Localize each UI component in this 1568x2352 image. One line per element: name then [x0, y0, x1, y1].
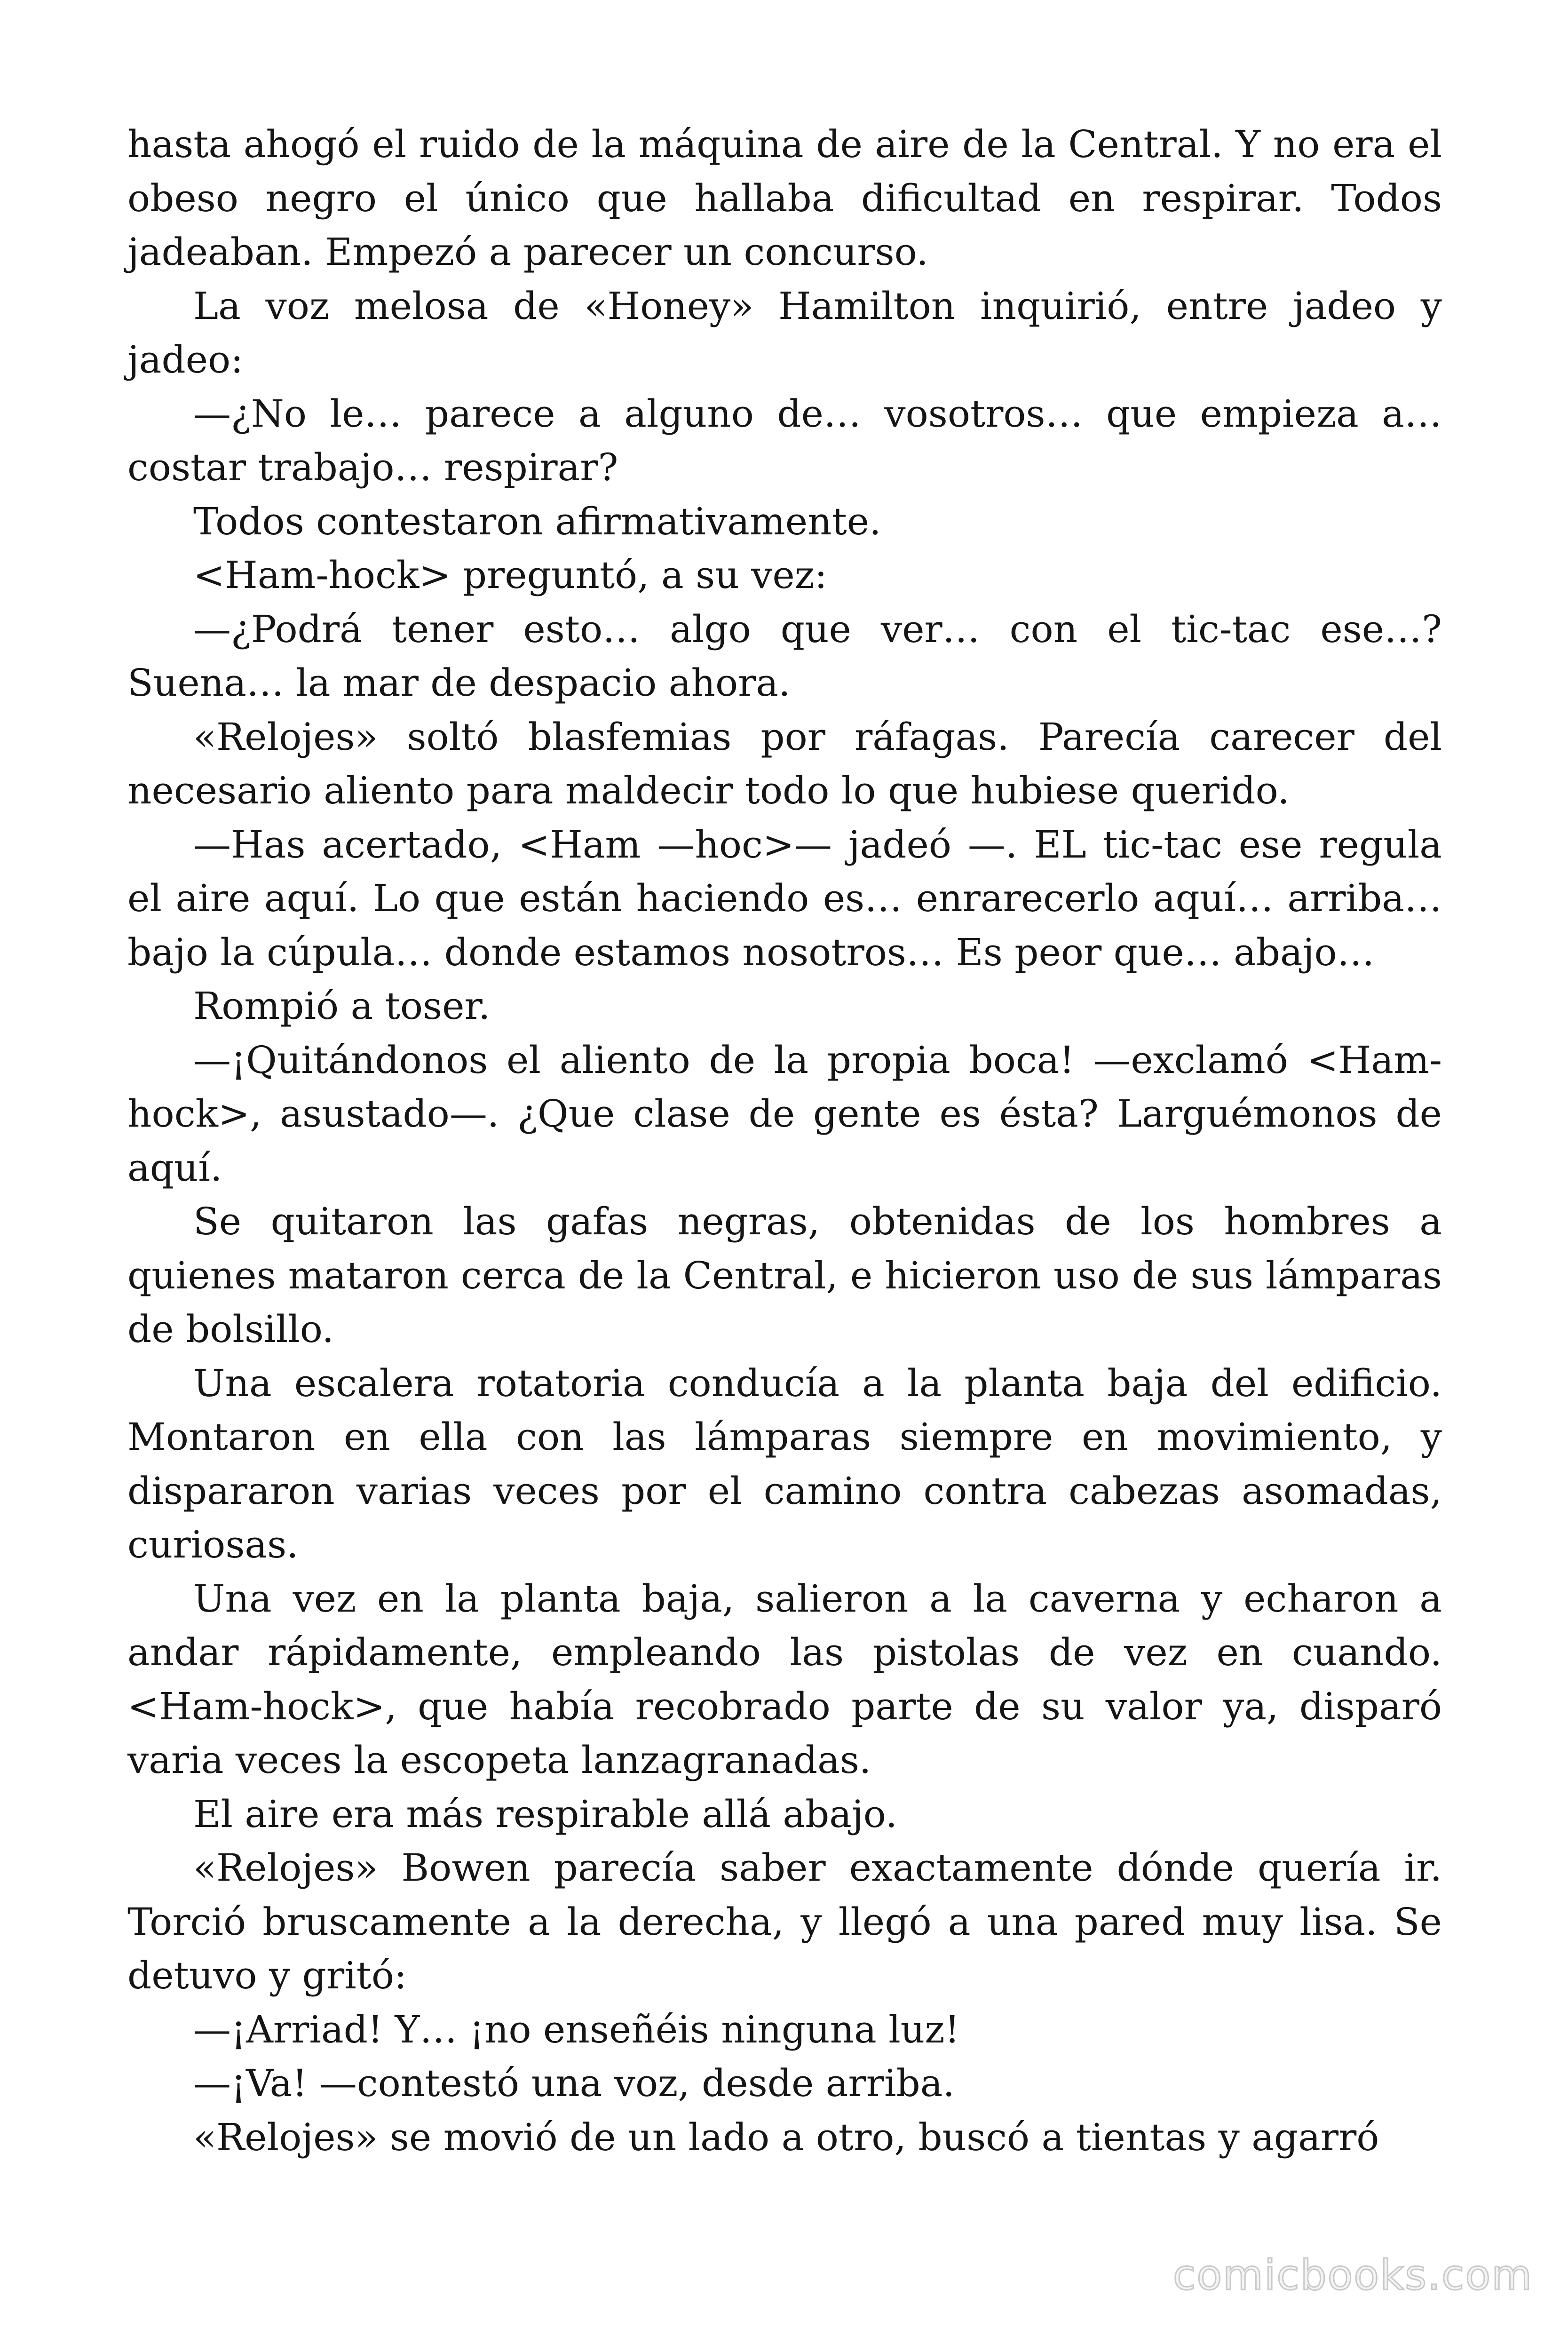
paragraph: —¿Podrá tener esto… algo que ver… con el tic-tac ese…? Suena… la mar de despacio ahora.	[127, 607, 1442, 705]
paragraph: Se quitaron las gafas negras, obtenidas de los hombres a quienes mataron cerca de la Central, e hicieron uso de sus lámparas de bolsillo.	[127, 1200, 1442, 1351]
book-page-body	[127, 118, 1442, 2164]
paragraph: El aire era más respirable allá abajo.	[193, 1792, 897, 1836]
paragraph: —¡Quitándonos el aliento de la propia boca! —exclamó <Ham-hock>, asustado—. ¿Que clase de gente es ésta? Larguémonos de aquí.	[127, 1038, 1442, 1190]
paragraph: —¿No le… parece a alguno de… vosotros… que empieza a… costar trabajo… respirar?	[127, 391, 1442, 489]
paragraph: —¡Va! —contestó una voz, desde arriba.	[193, 2061, 955, 2105]
paragraph: «Relojes» Bowen parecía saber exactamente dónde quería ir. Torció bruscamente a la derecha, y llegó a una pared muy lisa. Se detuvo y gritó:	[127, 1846, 1442, 1997]
paragraph: «Relojes» soltó blasfemias por ráfagas. Parecía carecer del necesario aliento para maldecir todo lo que hubiese querido.	[127, 715, 1442, 812]
paragraph: <Ham-hock> preguntó, a su vez:	[193, 553, 827, 597]
paragraph: Todos contestaron afirmativamente.	[193, 499, 881, 543]
paragraph: —Has acertado, <Ham —hoc>— jadeó —. EL tic-tac ese regula el aire aquí. Lo que están haciendo es… enrarecerlo aquí… arriba… bajo la cúpula… donde estamos nosotros… Es peor que… abajo…	[127, 822, 1442, 974]
paragraph: Una escalera rotatoria conducía a la planta baja del edificio. Montaron en ella con las lámparas siempre en movimiento, y dispararon varias veces por el camino contra cabezas asomadas, curiosas.	[127, 1361, 1442, 1566]
watermark-text: comicbooks.com	[1172, 2251, 1533, 2299]
paragraph: Una vez en la planta baja, salieron a la caverna y echaron a andar rápidamente, empleando las pistolas de vez en cuando. <Ham-hock>, que había recobrado parte de su valor ya, disparó varia veces la escopeta lanzagranadas.	[127, 1576, 1442, 1782]
paragraph: —¡Arriad! Y… ¡no enseñéis ninguna luz!	[193, 2007, 960, 2051]
paragraph: «Relojes» se movió de un lado a otro, buscó a tientas y agarró	[193, 2115, 1379, 2159]
paragraph: Rompió a toser.	[193, 984, 491, 1028]
paragraph: La voz melosa de «Honey» Hamilton inquirió, entre jadeo y jadeo:	[127, 284, 1442, 381]
paragraph: hasta ahogó el ruido de la máquina de aire de la Central. Y no era el obeso negro el único que hallaba dificultad en respirar. Todos jadeaban. Empezó a parecer un concurso.	[127, 122, 1442, 274]
